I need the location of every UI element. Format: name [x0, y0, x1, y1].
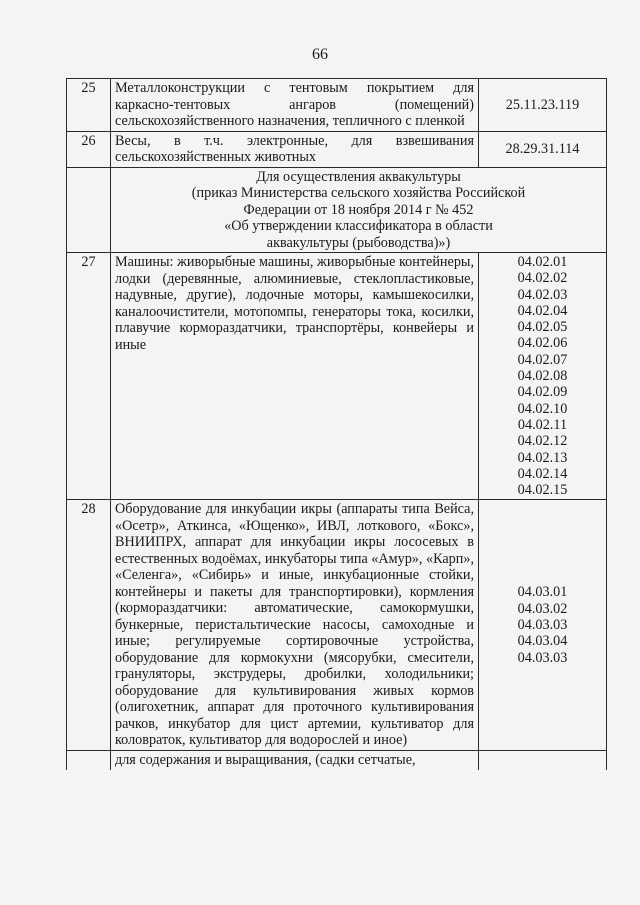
row-codes	[479, 253, 607, 500]
row-number-empty	[67, 750, 111, 770]
equipment-table	[66, 78, 607, 770]
code-item: 04.02.04	[517, 302, 568, 319]
table-row	[67, 253, 607, 500]
row-number: 25	[67, 79, 111, 132]
code-item: 04.02.03	[517, 286, 568, 303]
code-item: 04.02.05	[517, 319, 568, 336]
row-description: Весы, в т.ч. электронные, для взвешивания сельскохозяйственных животных	[111, 131, 479, 167]
code-item: 04.02.09	[517, 384, 568, 401]
code-item: 04.03.03	[517, 617, 568, 634]
section-line: Федерации от 18 ноября 2014 г № 452	[243, 201, 474, 218]
code-item: 04.02.15	[517, 482, 568, 499]
code-item: 04.02.11	[517, 416, 568, 433]
code-item: 04.02.08	[517, 368, 568, 385]
code-item: 04.02.06	[517, 335, 568, 352]
code-item: 04.02.01	[517, 254, 568, 270]
code-item: 04.02.02	[517, 270, 568, 287]
table-row	[67, 79, 607, 132]
row-description	[111, 500, 479, 751]
row-code: 25.11.23.119	[479, 79, 607, 132]
page-number: 66	[312, 46, 328, 63]
code-item: 04.03.03	[517, 649, 568, 666]
row-description-continued: для содержания и выращивания, (садки сетчатые,	[111, 750, 479, 770]
row-description: Металлоконструкции с тентовым покрытием для каркасно-тентовых ангаров (помещений) сельскохозяйственного назначения, тепличного с пленкой	[111, 79, 479, 132]
section-line: аквакультуры (рыбоводства)»)	[266, 234, 451, 251]
code-item: 04.03.04	[517, 633, 568, 650]
row-number: 27	[67, 253, 111, 500]
row-number: 28	[67, 500, 111, 751]
row-number: 26	[67, 131, 111, 167]
row-codes	[479, 500, 607, 751]
row-code-empty	[479, 750, 607, 770]
section-header	[111, 167, 607, 253]
table-row	[67, 500, 607, 751]
code-item: 04.02.10	[517, 400, 568, 417]
section-spacer	[67, 167, 111, 253]
row-description-text: Оборудование для инкубации икры (аппараты типа Вейса, «Осетр», Аткинса, «Ющенко», ИВЛ, лоткового, «Бокс», ВНИИПРХ, аппарат для инкубации икры лососевых в естественных водоёмах, инкубаторы типа «Амур», «Карп», «Селенга», «Сибирь» и иные, инкубационные стойки, контейнеры и пакеты для транспортировки), кормления (кормораздатчики: автоматические, самокормушки, бункерные, перистальтические насосы, самоходные и иные; регулируемые сортировочные устройства, оборудование для кормокухни (мясорубки, смесители, грануляторы, экструдеры, дробилки, холодильники; оборудование для культивирования живых кормов (олигохетник, аппарат для проточного культивирования рачков, инкубатор для цист артемии, культиватор для коловраток, культиватор для водорослей и иное)	[115, 501, 474, 749]
row-description: Машины: живорыбные машины, живорыбные контейнеры, лодки (деревянные, алюминиевые, стеклопластиковые, надувные, другие), лодочные моторы, камышекосилки, каналоочистители, мотопомпы, генераторы тока, косилки, плавучие кормораздатчики, транспортёры, конвейеры и иные	[111, 253, 479, 500]
row-code: 28.29.31.114	[479, 131, 607, 167]
code-item: 04.02.07	[517, 351, 568, 368]
table-row-continued	[67, 750, 607, 770]
section-title: Для осуществления аквакультуры	[256, 168, 461, 185]
code-item: 04.03.02	[517, 600, 568, 617]
code-item: 04.02.12	[517, 433, 568, 450]
section-line: «Об утверждении классификатора в области	[224, 218, 493, 234]
section-header-row	[67, 167, 607, 253]
table-row	[67, 131, 607, 167]
code-item: 04.02.14	[517, 465, 568, 482]
section-line: (приказ Министерства сельского хозяйства Российской	[191, 185, 526, 201]
code-item: 04.02.13	[517, 449, 568, 466]
code-item: 04.03.01	[517, 584, 568, 601]
